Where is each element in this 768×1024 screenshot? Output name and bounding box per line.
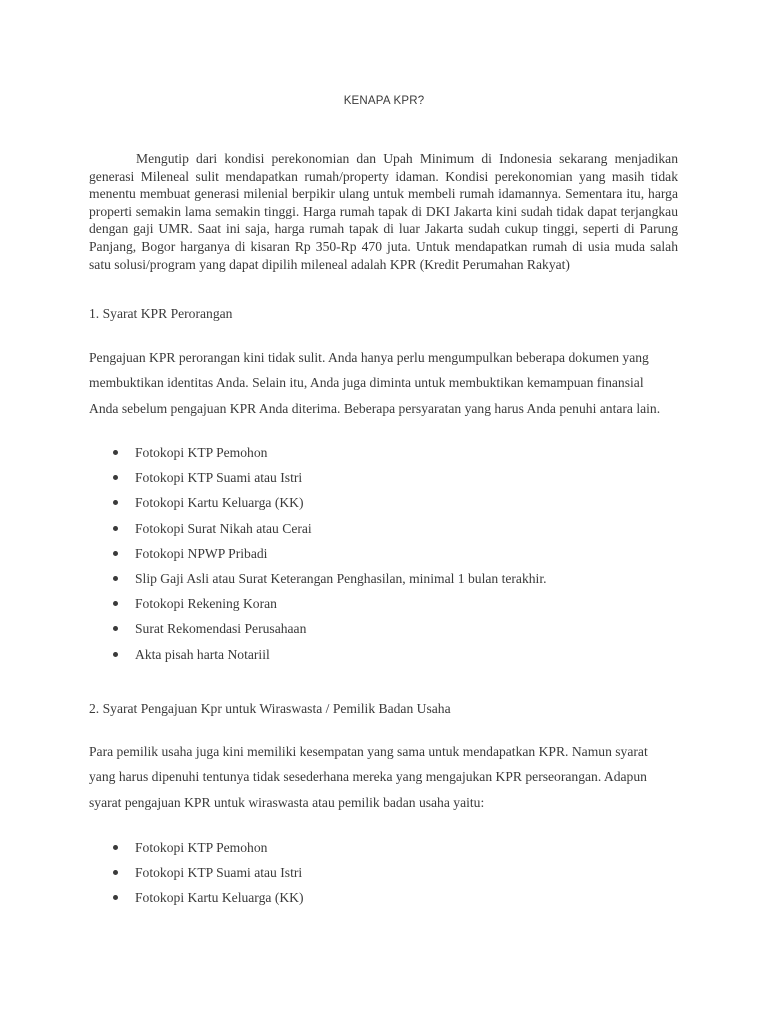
- paragraph-line: Anda sebelum pengajuan KPR Anda diterima. Beberapa persyaratan yang harus Anda penuhi antara lain.: [89, 400, 661, 416]
- section-1-paragraph: [89, 345, 689, 421]
- bullet-icon: [113, 500, 118, 505]
- bullet-icon: [113, 652, 118, 657]
- section-1-heading: 1. Syarat KPR Perorangan: [89, 306, 233, 321]
- intro-paragraph: Mengutip dari kondisi perekonomian dan Upah Minimum di Indonesia sekarang menjadikan generasi Mileneal sulit mendapatkan rumah/property idaman. Kondisi perekonomian yang masih tidak menentu membuat generasi milenial berpikir ulang untuk membeli rumah idamannya. Sementara itu, harga properti semakin lama semakin tinggi. Harga rumah tapak di DKI Jakarta kini sudah tidak dapat terjangkau dengan gaji UMR. Saat ini saja, harga rumah tapak di luar Jakarta sudah cukup tinggi, seperti di Parung Panjang, Bogor harganya di kisaran Rp 350-Rp 470 juta. Untuk mendapatkan rumah di usia muda salah satu solusi/program yang dapat dipilih mileneal adalah KPR (Kredit Perumahan Rakyat): [89, 151, 678, 272]
- bullet-icon: [113, 450, 118, 455]
- paragraph-line: yang harus dipenuhi tentunya tidak sesederhana mereka yang mengajukan KPR perseorangan. Adapun: [89, 769, 647, 785]
- bullet-icon: [113, 895, 118, 900]
- paragraph-line: membuktikan identitas Anda. Selain itu, Anda juga diminta untuk membuktikan kemampuan finansial: [89, 375, 644, 391]
- section-2-heading: 2. Syarat Pengajuan Kpr untuk Wiraswasta / Pemilik Badan Usaha: [89, 701, 451, 716]
- bullet-icon: [113, 845, 118, 850]
- bullet-icon: [113, 601, 118, 606]
- paragraph-line: Para pemilik usaha juga kini memiliki kesempatan yang sama untuk mendapatkan KPR. Namun syarat: [89, 744, 648, 759]
- bullet-icon: [113, 870, 118, 875]
- document-page: KENAPA KPR? Mengutip dari kondisi perekonomian dan Upah Minimum di Indonesia sekarang menjadikan generasi Mileneal sulit mendapatkan rumah/property idaman. Kondisi perekonomian yang masih tidak menentu membuat generasi milenial berpikir ulang untuk membeli rumah idamannya. Sementara itu, harga properti semakin lama semakin tinggi. Harga rumah tapak di DKI Jakarta kini sudah tidak dapat terjangkau dengan gaji UMR. Saat ini saja, harga rumah tapak di luar Jakarta sudah cukup tinggi, seperti di Parung Panjang, Bogor harganya di kisaran Rp 350-Rp 470 juta. Untuk mendapatkan rumah di usia muda salah satu solusi/program yang dapat dipilih mileneal adalah KPR (Kredit Perumahan Rakyat) 1. Syarat KPR Perorangan Pengajuan KPR perorangan kini tidak sulit. Anda hanya perlu mengumpulkan beberapa dokumen yang membuktikan identitas Anda. Selain itu, Anda juga diminta untuk membuktikan kemampuan finansial Anda sebelum pengajuan KPR Anda diterima. Beberapa persyaratan yang harus Anda penuhi antara lain. Fotokopi KTP Pemohon Fotokopi KTP Suami atau Istri Fotokopi Kartu Keluarga (KK) Fotokopi Surat Nikah atau Cerai Fotokopi NPWP Pribadi Slip Gaji Asli atau Surat Keterangan Penghasilan, minimal 1 bulan terakhir. Fotokopi Rekening Koran Surat Rekomendasi Perusahaan Akta pisah harta Notariil 2. Syarat Pengajuan Kpr untuk Wiraswasta / Pemilik Badan Usaha Para pemilik usaha juga kini memiliki kesempatan yang sama untuk mendapatkan KPR. Namun syarat yang harus dipenuhi tentunya tidak sesederhana mereka yang mengajukan KPR perseorangan. Adapun syarat pengajuan KPR untuk wiraswasta atau pemilik badan usaha yaitu: Fotokopi KTP Pemohon Fotokopi KTP Suami atau Istri Fotokopi Kartu Keluarga (KK): [0, 0, 768, 1024]
- document-title: KENAPA KPR?: [343, 95, 425, 107]
- bullet-icon: [113, 576, 118, 581]
- paragraph-line: syarat pengajuan KPR untuk wiraswasta atau pemilik badan usaha yaitu:: [89, 794, 485, 810]
- bullet-icon: [113, 475, 118, 480]
- bullet-icon: [113, 526, 118, 531]
- bullet-icon: [113, 626, 118, 631]
- paragraph-line: Pengajuan KPR perorangan kini tidak sulit. Anda hanya perlu mengumpulkan beberapa dokumen yang: [89, 350, 649, 365]
- section-2-paragraph: [89, 739, 689, 815]
- bullet-icon: [113, 551, 118, 556]
